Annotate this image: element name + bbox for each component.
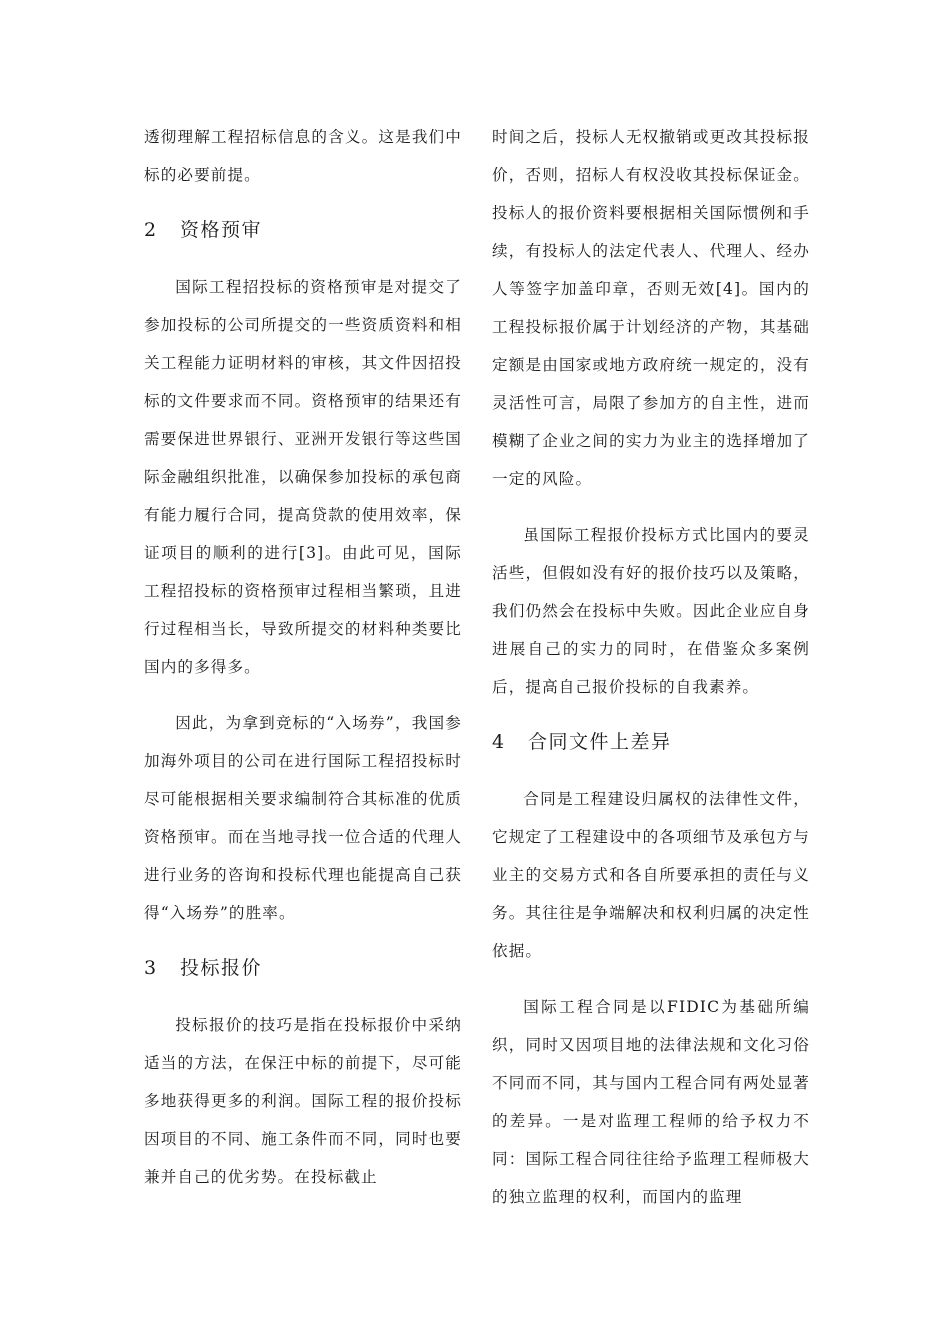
paragraph: 透彻理解工程招标信息的含义。这是我们中标的必要前提。 bbox=[144, 128, 462, 184]
right-column bbox=[492, 118, 810, 1234]
section-number: 4 bbox=[492, 731, 506, 753]
section-number: 3 bbox=[144, 957, 158, 979]
paragraph: 因此，为拿到竞标的“入场券”，我国参加海外项目的公司在进行国际工程招投标时尽可能根据相关要求编制符合其标准的优质资格预审。而在当地寻找一位合适的代理人进行业务的咨询和投标代理也能提高自己获得“入场券”的胜率。 bbox=[144, 714, 462, 922]
section-heading-4 bbox=[492, 724, 810, 760]
section-number: 2 bbox=[144, 219, 158, 241]
paragraph: 国际工程合同是以FIDIC为基础所编织，同时又因项目地的法律法规和文化习俗不同而不同，其与国内工程合同有两处显著的差异。一是对监理工程师的给予权力不同：国际工程合同往往给予监理工程师极大的独立监理的权利，而国内的监理 bbox=[492, 998, 810, 1206]
section-heading-3 bbox=[144, 950, 462, 986]
paragraph: 国际工程招投标的资格预审是对提交了参加投标的公司所提交的一些资质资料和相关工程能力证明材料的审核，其文件因招投标的文件要求而不同。资格预审的结果还有需要保进世界银行、亚洲开发银行等这些国际金融组织批准，以确保参加投标的承包商有能力履行合同，提高贷款的使用效率，保证项目的顺利的进行[3]。由此可见，国际工程招投标的资格预审过程相当繁琐，且进行过程相当长，导致所提交的材料种类要比国内的多得多。 bbox=[144, 278, 462, 676]
left-column bbox=[144, 118, 462, 1214]
section-title: 资格预审 bbox=[180, 219, 263, 241]
paragraph: 合同是工程建设归属权的法律性文件，它规定了工程建设中的各项细节及承包方与业主的交易方式和各自所要承担的责任与义务。其往往是争端解决和权利归属的决定性依据。 bbox=[492, 790, 810, 960]
paragraph: 时间之后，投标人无权撤销或更改其投标报价，否则，招标人有权没收其投标保证金。投标人的报价资料要根据相关国际惯例和手续，有投标人的法定代表人、代理人、经办人等签字加盖印章，否则无效[4]。国内的工程投标报价属于计划经济的产物，其基础定额是由国家或地方政府统一规定的，没有灵活性可言，局限了参加方的自主性，进而模糊了企业之间的实力为业主的选择增加了一定的风险。 bbox=[492, 128, 810, 488]
paragraph: 投标报价的技巧是指在投标报价中采纳适当的方法，在保汪中标的前提下，尽可能多地获得更多的利润。国际工程的报价投标因项目的不同、施工条件而不同，同时也要兼并自己的优劣势。在投标截止 bbox=[144, 1016, 462, 1186]
section-title: 投标报价 bbox=[180, 957, 263, 979]
paragraph: 虽国际工程报价投标方式比国内的要灵活些，但假如没有好的报价技巧以及策略，我们仍然会在投标中失败。因此企业应自身进展自己的实力的同时，在借鉴众多案例后，提高自己报价投标的自我素养。 bbox=[492, 526, 810, 696]
section-title: 合同文件上差异 bbox=[528, 731, 672, 753]
section-heading-2 bbox=[144, 212, 462, 248]
